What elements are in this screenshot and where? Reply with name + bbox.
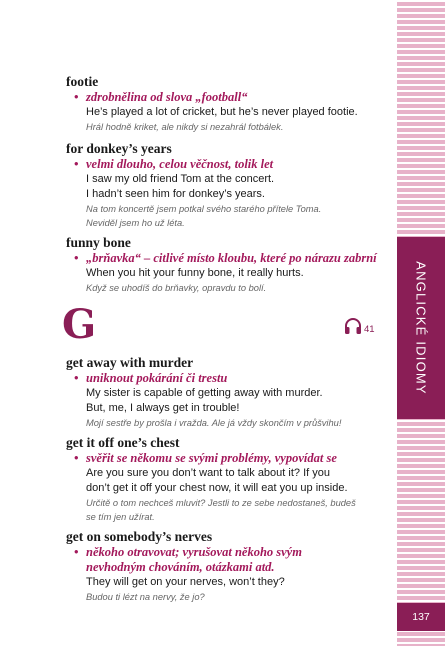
example: My sister is capable of getting away with murder. <box>86 387 323 399</box>
translation: Určitě o tom nechceš mluvit? Jestli to ze sebe nedostaneš, budeš <box>86 498 356 508</box>
bullet: • <box>74 251 79 265</box>
section-label: ANGLICKÉ IDIOMY <box>413 261 429 395</box>
bullet: • <box>74 90 79 104</box>
entry-get-away-with-murder <box>66 355 386 430</box>
example: I hadn’t seen him for donkey’s years. <box>86 188 265 200</box>
example: don’t get it off your chest now, it will eat you up inside. <box>86 482 348 494</box>
audio-track[interactable] <box>343 316 375 336</box>
example: He’s played a lot of cricket, but he’s never played footie. <box>86 106 358 118</box>
example: I saw my old friend Tom at the concert. <box>86 173 275 185</box>
bullet: • <box>74 545 79 559</box>
headword: get it off one’s chest <box>66 435 180 450</box>
translation: Mojí sestře by prošla i vražda. Ale já vždy skončím v průšvihu! <box>86 418 342 428</box>
entry-for-donkeys-years <box>66 141 386 230</box>
translation: Neviděl jsem ho už léta. <box>86 218 185 228</box>
headphones-icon <box>343 316 363 336</box>
headword: funny bone <box>66 235 131 250</box>
translation: Budou ti lézt na nervy, že jo? <box>86 592 205 602</box>
example: They will get on your nerves, won’t they? <box>86 576 285 588</box>
headword: for donkey’s years <box>66 141 172 156</box>
definition: • uniknout pokárání či trestu <box>74 371 228 385</box>
translation: Na tom koncertě jsem potkal svého starého přítele Toma. <box>86 204 322 214</box>
example: But, me, I always get in trouble! <box>86 402 240 414</box>
example: When you hit your funny bone, it really hurts. <box>86 267 304 279</box>
translation: Když se uhodíš do brňavky, opravdu to bolí. <box>86 283 267 293</box>
definition: • „brňavka“ – citlivé místo kloubu, které po nárazu zabrní <box>74 251 377 265</box>
definition: • velmi dlouho, celou věčnost, tolik let <box>74 157 274 171</box>
translation: se tím jen užírat. <box>86 512 155 522</box>
translation: Hrál hodně kriket, ale nikdy si nezahrál fotbálek. <box>86 122 284 132</box>
definition: • zdrobnělina od slova „football“ <box>74 90 248 104</box>
entry-get-it-off-ones-chest <box>66 435 386 524</box>
headword: get away with murder <box>66 355 194 370</box>
audio-track-number: 41 <box>364 323 375 335</box>
definition: • svěřit se někomu se svými problémy, vypovídat se <box>74 451 337 465</box>
headword: footie <box>66 74 99 89</box>
entry-funny-bone <box>66 235 386 295</box>
bullet: • <box>74 371 79 385</box>
letter-heading: G <box>62 301 97 348</box>
entry-footie <box>66 74 386 134</box>
page-number: 137 <box>397 603 445 631</box>
entry-get-on-somebodys-nerves <box>66 529 386 604</box>
example: Are you sure you don’t want to talk about it? If you <box>86 467 330 479</box>
bullet: • <box>74 451 79 465</box>
headword: get on somebody’s nerves <box>66 529 213 544</box>
definition: • někoho otravovat; vyrušovat někoho svým nevhodným chováním, otázkami atd. <box>74 545 302 574</box>
bullet: • <box>74 157 79 171</box>
